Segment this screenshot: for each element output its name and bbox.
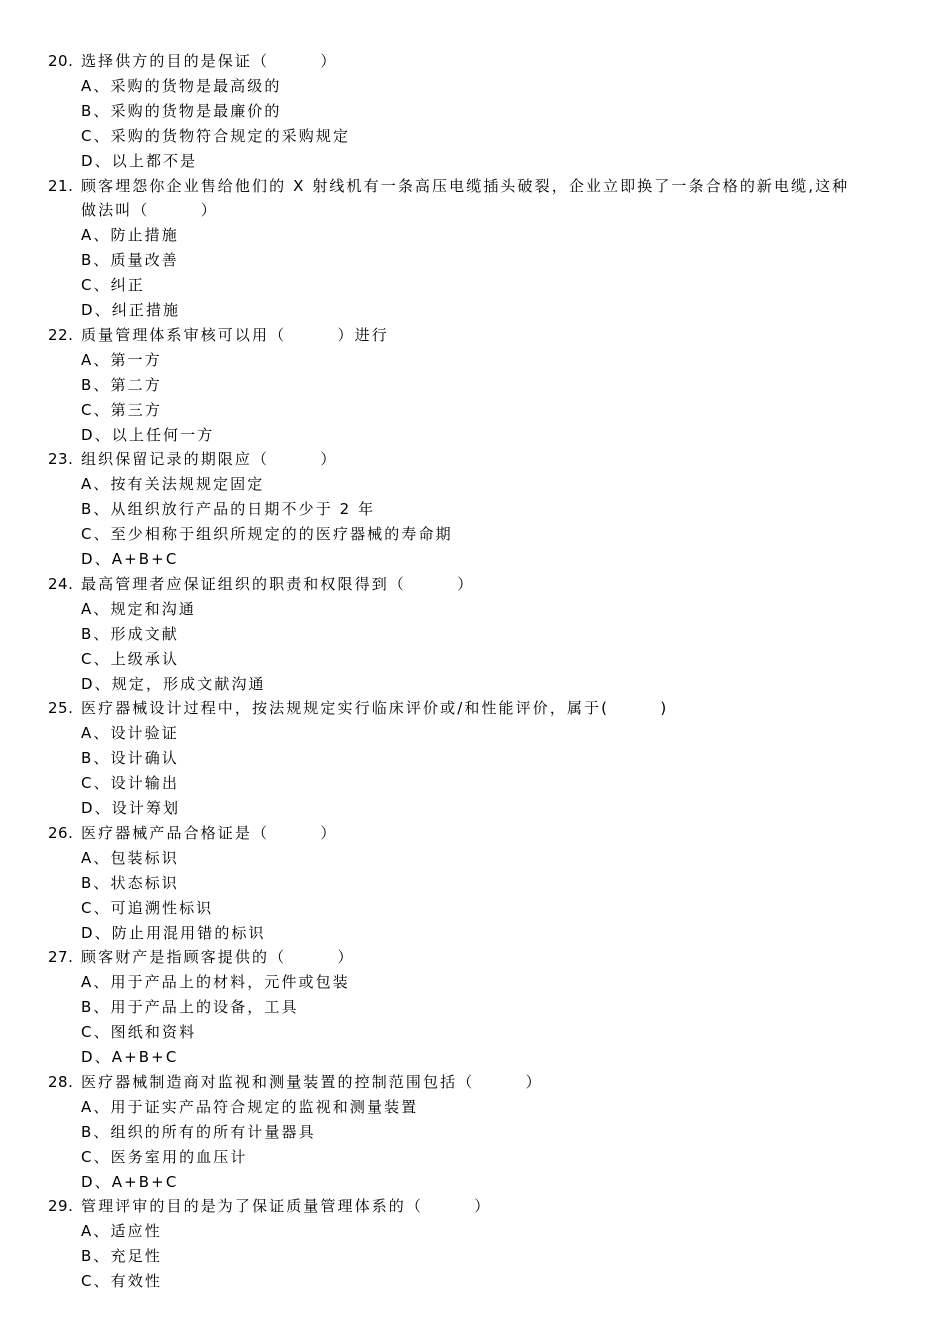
question-text: 管理评审的目的是为了保证质量管理体系的（ ）: [81, 1197, 492, 1216]
answer-option: [0, 995, 950, 1020]
answer-option-text: B、充足性: [81, 1247, 162, 1266]
question-text: 最高管理者应保证组织的职责和权限得到（ ）: [81, 574, 475, 593]
question-text: 做法叫（ ）: [81, 201, 218, 220]
answer-option: [0, 223, 950, 248]
answer-option-text: A、设计验证: [81, 724, 179, 743]
answer-option-text: A、按有关法规规定固定: [81, 475, 265, 494]
question-stem: [0, 174, 950, 199]
answer-option: [0, 746, 950, 771]
question-number: 24.: [48, 574, 74, 593]
question-text: 组织保留记录的期限应（ ）: [81, 450, 338, 469]
question-text: 医疗器械制造商对监视和测量装置的控制范围包括（ ）: [81, 1072, 543, 1091]
question-number: 27.: [48, 948, 74, 967]
question-stem: [0, 821, 950, 846]
answer-option-text: D、以上都不是: [81, 151, 198, 170]
answer-option: [0, 373, 950, 398]
answer-option: [0, 99, 950, 124]
answer-option-text: D、A+B+C: [81, 1172, 179, 1191]
answer-option-text: C、有效性: [81, 1272, 162, 1291]
answer-option: [0, 846, 950, 871]
question-text: 顾客财产是指顾客提供的（ ）: [81, 948, 355, 967]
answer-option: [0, 124, 950, 149]
question-text: 医疗器械设计过程中，按法规规定实行临床评价或/和性能评价，属于( ): [81, 699, 669, 718]
answer-option-text: A、防止措施: [81, 226, 179, 245]
answer-option: [0, 970, 950, 995]
answer-option-text: B、组织的所有的所有计量器具: [81, 1122, 316, 1141]
question-number: 22.: [48, 325, 74, 344]
answer-option-text: C、纠正: [81, 276, 145, 295]
answer-option: [0, 1170, 950, 1195]
answer-option: [0, 398, 950, 423]
answer-option-text: B、从组织放行产品的日期不少于 2 年: [81, 500, 376, 519]
answer-option: [0, 1269, 950, 1294]
answer-option: [0, 547, 950, 572]
answer-option-text: C、可追溯性标识: [81, 898, 214, 917]
question-stem: [0, 447, 950, 472]
answer-option-text: A、第一方: [81, 350, 162, 369]
answer-option-text: B、质量改善: [81, 251, 179, 270]
answer-option: [0, 423, 950, 448]
answer-option: [0, 497, 950, 522]
answer-option: [0, 622, 950, 647]
answer-option: [0, 597, 950, 622]
answer-option-text: A、规定和沟通: [81, 599, 196, 618]
question-stem: [0, 323, 950, 348]
answer-option-text: A、用于产品上的材料，元件或包装: [81, 973, 350, 992]
answer-option: [0, 672, 950, 697]
answer-option: [0, 796, 950, 821]
answer-option: [0, 1095, 950, 1120]
question-number: 25.: [48, 699, 74, 718]
answer-option: [0, 771, 950, 796]
question-stem: [0, 1070, 950, 1095]
question-stem: [0, 696, 950, 721]
answer-option: [0, 1120, 950, 1145]
answer-option-text: A、包装标识: [81, 848, 179, 867]
answer-option: [0, 1244, 950, 1269]
answer-option: [0, 522, 950, 547]
question-text: 顾客埋怨你企业售给他们的 X 射线机有一条高压电缆插头破裂，企业立即换了一条合格的新电缆,这种: [81, 176, 850, 195]
answer-option-text: B、第二方: [81, 375, 162, 394]
answer-option: [0, 348, 950, 373]
answer-option-text: C、采购的货物符合规定的采购规定: [81, 126, 351, 145]
question-stem: [0, 572, 950, 597]
question-number: 26.: [48, 823, 74, 842]
answer-option: [0, 149, 950, 174]
answer-option-text: C、医务室用的血压计: [81, 1147, 248, 1166]
answer-option-text: A、适应性: [81, 1222, 162, 1241]
question-stem: [0, 49, 950, 74]
answer-option-text: B、形成文献: [81, 624, 179, 643]
answer-option-text: A、用于证实产品符合规定的监视和测量装置: [81, 1097, 419, 1116]
question-stem-continuation: [0, 198, 950, 223]
question-text: 医疗器械产品合格证是（ ）: [81, 823, 338, 842]
answer-option-text: B、状态标识: [81, 873, 179, 892]
answer-option: [0, 248, 950, 273]
question-stem: [0, 945, 950, 970]
answer-option-text: D、防止用混用错的标识: [81, 923, 266, 942]
question-number: 20.: [48, 52, 74, 70]
answer-option: [0, 871, 950, 896]
question-number: 29.: [48, 1197, 74, 1216]
answer-option-text: C、至少相称于组织所规定的的医疗器械的寿命期: [81, 525, 453, 544]
answer-option: [0, 298, 950, 323]
question-text: 选择供方的目的是保证（ ）: [81, 52, 338, 70]
answer-option-text: C、设计输出: [81, 774, 180, 793]
question-number: 23.: [48, 450, 74, 469]
question-number: 21.: [48, 176, 74, 195]
answer-option: [0, 921, 950, 946]
answer-option-text: B、用于产品上的设备，工具: [81, 998, 299, 1017]
answer-option-text: A、采购的货物是最高级的: [81, 76, 282, 95]
answer-option: [0, 472, 950, 497]
answer-option-text: C、上级承认: [81, 649, 180, 668]
answer-option: [0, 1219, 950, 1244]
answer-option: [0, 896, 950, 921]
answer-option-text: C、第三方: [81, 400, 162, 419]
question-stem: [0, 1194, 950, 1219]
answer-option-text: D、设计筹划: [81, 799, 181, 817]
question-text: 质量管理体系审核可以用（ ）进行: [81, 325, 389, 344]
question-number: 28.: [48, 1072, 74, 1091]
answer-option: [0, 1045, 950, 1070]
answer-option: [0, 721, 950, 746]
answer-option-text: B、设计确认: [81, 749, 179, 768]
answer-option-text: D、A+B+C: [81, 550, 179, 568]
answer-option-text: B、采购的货物是最廉价的: [81, 101, 282, 120]
answer-option-text: D、A+B+C: [81, 1048, 179, 1066]
answer-option: [0, 1020, 950, 1045]
answer-option: [0, 647, 950, 672]
answer-option: [0, 273, 950, 298]
answer-option-text: C、图纸和资料: [81, 1023, 197, 1042]
answer-option-text: D、纠正措施: [81, 301, 181, 319]
answer-option: [0, 1145, 950, 1170]
answer-option: [0, 74, 950, 99]
answer-option-text: D、以上任何一方: [81, 425, 215, 444]
answer-option-text: D、规定，形成文献沟通: [81, 674, 266, 693]
